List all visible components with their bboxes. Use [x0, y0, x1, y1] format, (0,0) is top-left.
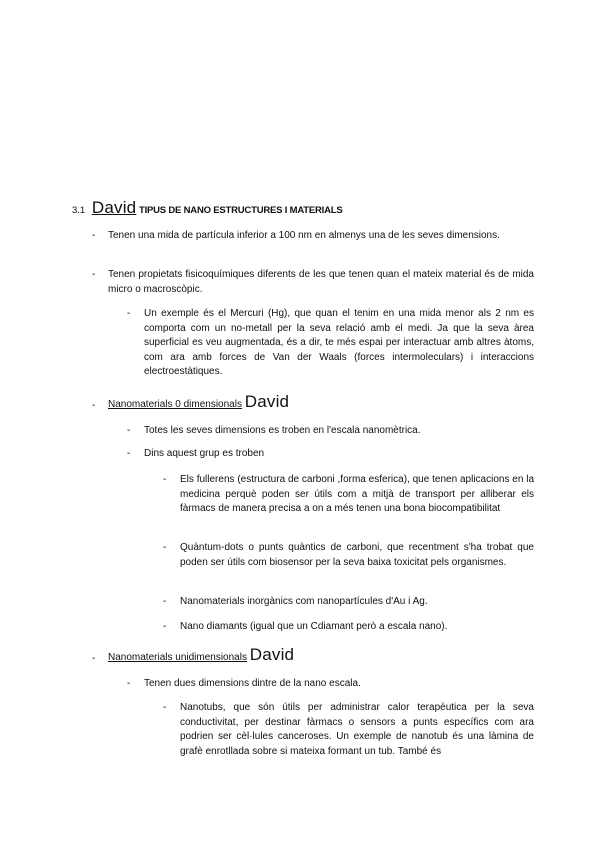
bullet-dash: - [92, 269, 96, 280]
bullet-dash: - [92, 653, 96, 664]
bullet-dash: - [127, 308, 131, 319]
subheading-1d-label: Nanomaterials unidimensionals [108, 652, 247, 663]
bullet-dash: - [127, 678, 131, 689]
bullet-dash: - [92, 400, 96, 411]
bullet-dash: - [127, 448, 131, 459]
item-nanotubs: Nanotubs, que són útils per administrar calor terapèutica per la seva conductivitat, per destinar fàrmacs o sensors a punts específics com ara podrien ser cèl·lules canceroses. Un exemple de nanotub és una làmina de grafè enrotllada sobre si mateixa formant un tub. També és [180, 702, 534, 757]
subheading-0d [108, 392, 289, 412]
item-quantum-dots: Quàntum-dots o punts quàntics de carboni, que recentment s'ha trobat que poden ser útils com biosensor per la seva baixa toxicitat pels organismes. [180, 542, 534, 568]
bullet-mercury-example: Un exemple és el Mercuri (Hg), que quan el tenim en una mida menor als 2 nm es comporta com un no-metall per la seva relació amb el medi. Ja que la seva àrea superficial es veu augmentada, és a dir, te més espai per interactuar amb altres àtoms, com ara amb forces de Van der Waals (forces intermoleculars) i interaccions electroestàtiques. [144, 308, 534, 377]
item-nanodiamonds: Nano diamants (igual que un Cdiamant però a escala nano). [180, 621, 448, 632]
bullet-dash: - [163, 702, 167, 713]
bullet-dash: - [163, 621, 167, 632]
bullet-particle-size: Tenen una mida de partícula inferior a 100 nm en almenys una de les seves dimensions. [108, 230, 500, 241]
bullet-dash: - [92, 230, 96, 241]
item-fullerens: Els fullerens (estructura de carboni ,forma esferica), que tenen aplicacions en la medicina perquè poden ser útils com a mitjà de transport per alliberar els fàrmacs de manera precisa a on a més tenen una bona biocompatibilitat [180, 474, 534, 514]
bullet-dash: - [163, 596, 167, 607]
subheading-1d [108, 645, 294, 665]
bullet-dash: - [163, 474, 167, 485]
item-inorganic: Nanomaterials inorgànics com nanopartícules d'Au i Ag. [180, 596, 428, 607]
handwritten-signature: David [244, 392, 290, 411]
bullet-properties: Tenen propietats fisicoquímiques diferents de les que tenen quan el mateix material és de mida micro o macroscòpic. [108, 269, 534, 295]
section-heading [72, 198, 343, 218]
item-0d-dimensions: Totes les seves dimensions es troben en l'escala nanomètrica. [144, 425, 421, 436]
item-1d-dimensions: Tenen dues dimensions dintre de la nano escala. [144, 678, 361, 689]
item-0d-group: Dins aquest grup es troben [144, 448, 265, 459]
subheading-0d-label: Nanomaterials 0 dimensionals [108, 399, 242, 410]
handwritten-signature: David [249, 645, 295, 664]
handwritten-signature: David [91, 198, 137, 217]
bullet-dash: - [163, 542, 167, 553]
section-number: 3.1 [72, 205, 86, 216]
section-title: TIPUS DE NANO ESTRUCTURES I MATERIALS [138, 205, 343, 216]
bullet-dash: - [127, 425, 131, 436]
